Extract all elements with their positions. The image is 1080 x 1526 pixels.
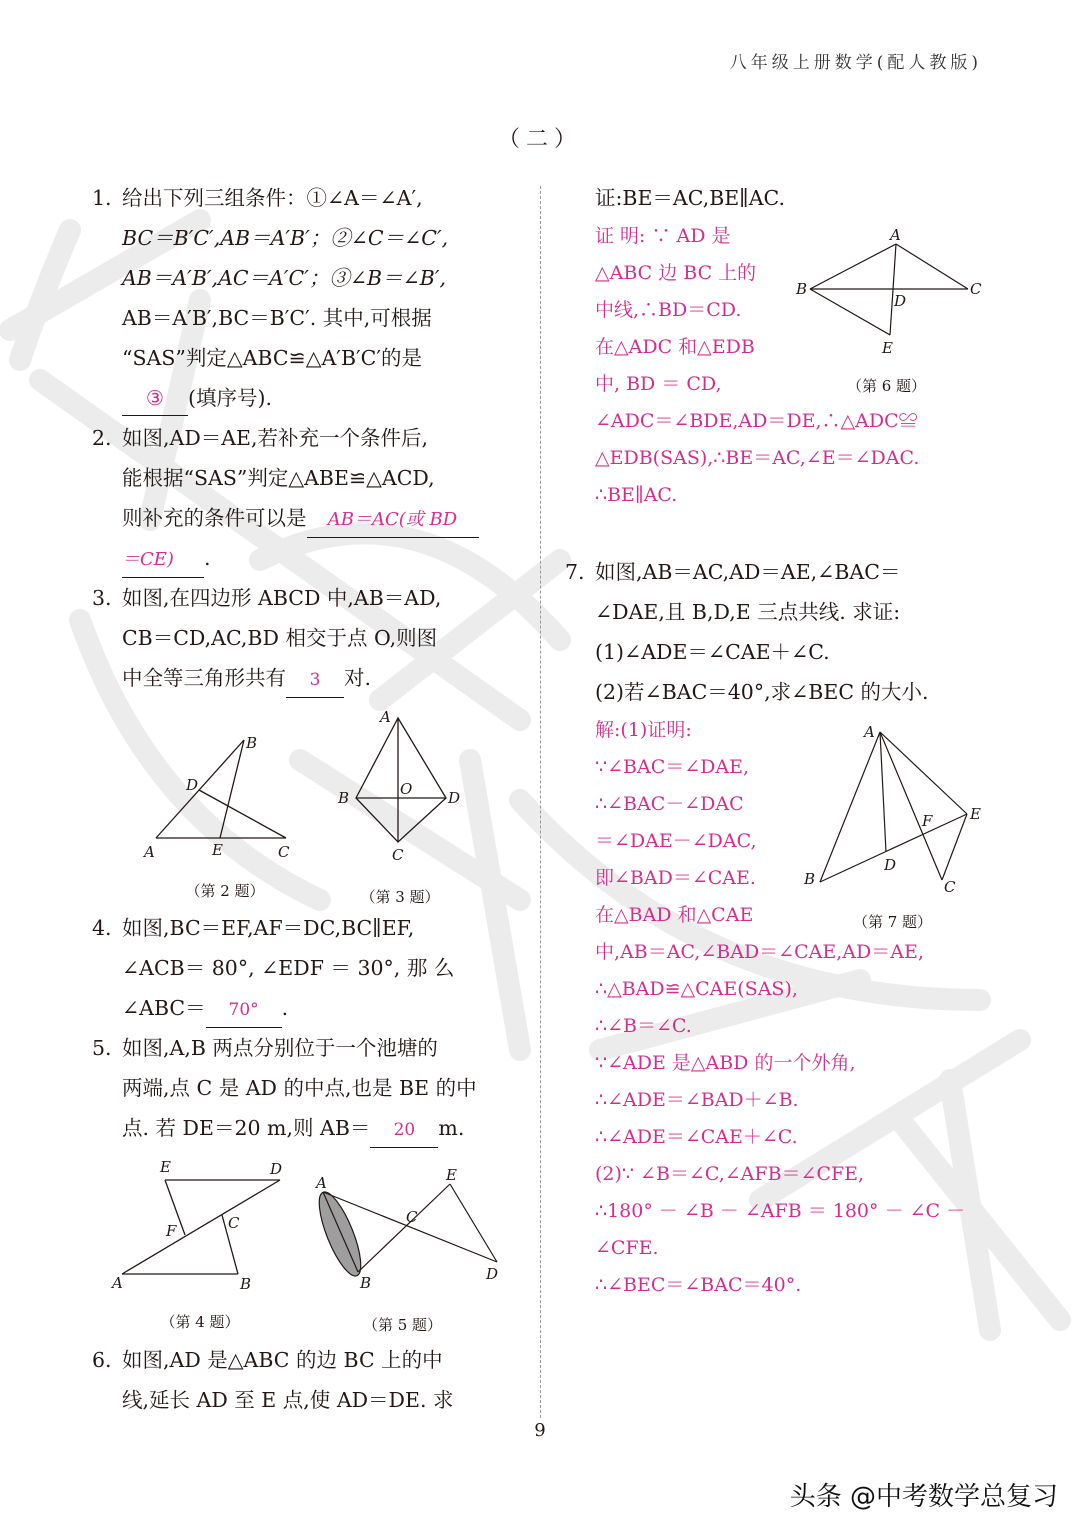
figure-caption: （第 3 题） (360, 888, 440, 906)
solution-line: ∴∠B＝∠C. (595, 1015, 692, 1037)
question-text-line: CB＝CD,AC,BD 相交于点 O,则图 (122, 626, 438, 650)
svg-text:D: D (486, 1265, 499, 1283)
solution-line: 即∠BAD＝∠CAE. (595, 867, 756, 889)
question-2 (92, 418, 516, 578)
figure-7 (800, 722, 1000, 932)
question-6-solution (565, 218, 775, 403)
solution-line: ∠CFE. (595, 1237, 659, 1259)
svg-text:E: E (212, 841, 223, 859)
question-text-line: (1)∠ADE＝∠CAE＋∠C. (595, 640, 830, 664)
section-title: （二） (497, 127, 582, 152)
solution-line: ∴∠ADE＝∠BAD＋∠B. (595, 1089, 799, 1111)
triangle-diagram (140, 732, 310, 862)
svg-text:B: B (804, 870, 816, 888)
solution-line: ∠ADC＝∠BDE,AD＝DE,∴△ADC≌ (595, 410, 918, 432)
figure-3 (330, 706, 470, 906)
svg-text:A: A (316, 1174, 327, 1192)
solution-line: 证 明: ∵ AD 是 (595, 225, 731, 247)
svg-text:D: D (270, 1160, 283, 1178)
svg-text:B: B (246, 734, 258, 752)
question-number: 3. (92, 586, 112, 610)
solution-line: ∴BE∥AC. (595, 484, 678, 506)
solution-line: ∵∠ADE 是△ABD 的一个外角, (595, 1052, 856, 1074)
question-text-line: 如图,A,B 两点分别位于一个池塘的 (122, 1036, 438, 1060)
svg-text:C: C (392, 846, 404, 864)
left-column-bottom (92, 1340, 516, 1420)
question-7-solution (565, 712, 795, 934)
question-text-line: 线,延长 AD 至 E 点,使 AD＝DE. 求 (122, 1388, 454, 1412)
solution-line: 解:(1)证明: (595, 719, 692, 741)
answer-blank: ＝CE) (122, 543, 204, 578)
svg-text:E: E (160, 1158, 171, 1176)
figure-6 (794, 226, 994, 396)
answer-blank: 3 (286, 663, 344, 698)
solution-line: △EDB(SAS),∴BE＝AC,∠E＝∠DAC. (595, 447, 920, 469)
question-4 (92, 908, 516, 1028)
question-text-line: 点. 若 DE＝20 m,则 AB＝ (122, 1116, 371, 1140)
solution-line: 中,AB＝AC,∠BAD＝∠CAE,AD＝AE, (595, 941, 924, 963)
svg-text:D: D (448, 789, 461, 807)
svg-text:B: B (360, 1274, 372, 1292)
svg-text:A: A (112, 1274, 123, 1292)
figure-caption: （第 4 题） (160, 1313, 240, 1331)
answer-blank: AB＝AC(或 BD (307, 503, 479, 538)
question-number: 5. (92, 1036, 112, 1060)
svg-text:D: D (894, 292, 907, 310)
svg-text:A: A (890, 226, 901, 244)
svg-text:E: E (446, 1166, 457, 1184)
svg-text:C: C (406, 1208, 418, 1226)
figure-4 (110, 1158, 290, 1338)
question-text-line: 则补充的条件可以是 (122, 506, 307, 530)
svg-text:F: F (166, 1222, 177, 1240)
figure-5 (310, 1162, 510, 1342)
question-text-line: BC＝B′C′,AB＝A′B′；②∠C＝∠C′, (122, 226, 449, 250)
question-text-line: 给出下列三组条件：①∠A＝∠A′, (122, 186, 423, 210)
svg-text:A: A (380, 708, 391, 726)
question-text-line: AB＝A′B′,BC＝B′C′. 其中,可根据 (122, 306, 432, 330)
solution-line: 在△BAD 和△CAE (595, 904, 754, 926)
question-text-line: “SAS”判定△ABC≌△A′B′C′的是 (122, 346, 423, 370)
question-text-line: 两端,点 C 是 AD 的中点,也是 BE 的中 (122, 1076, 477, 1100)
svg-text:B: B (796, 280, 808, 298)
question-text-line: ∠ABC＝ (122, 996, 206, 1020)
svg-text:E: E (882, 339, 893, 357)
question-text-line: 中全等三角形共有 (122, 666, 286, 690)
question-suffix: . (204, 546, 211, 570)
left-column (92, 178, 516, 698)
question-7-solution-wide (565, 934, 995, 1304)
question-text-line: 如图,BC＝EF,AF＝DC,BC∥EF, (122, 916, 415, 940)
solution-line: 在△ADC 和△EDB (595, 336, 755, 358)
svg-text:D: D (186, 776, 199, 794)
svg-text:B: B (240, 1275, 252, 1293)
source-label: 头条 @中考数学总复习 (789, 1482, 1058, 1512)
svg-text:O: O (400, 780, 413, 798)
solution-line: ∴△BAD≌△CAE(SAS), (595, 978, 798, 1000)
question-text-line: 如图,AD＝AE,若补充一个条件后, (122, 426, 429, 450)
question-3 (92, 578, 516, 698)
question-number: 4. (92, 916, 112, 940)
congruent-triangles-diagram (800, 722, 1000, 897)
question-text-line: (2)若∠BAC＝40°,求∠BEC 的大小. (595, 680, 929, 704)
svg-text:C: C (970, 280, 982, 298)
figure-caption: （第 5 题） (362, 1316, 443, 1334)
median-extension-diagram (794, 226, 994, 361)
question-text-line: 如图,AD 是△ABC 的边 BC 上的中 (122, 1348, 443, 1372)
svg-text:A: A (144, 843, 155, 861)
pond-diagram (310, 1162, 510, 1292)
question-number: 7. (565, 560, 585, 584)
svg-text:B: B (338, 789, 350, 807)
answer-blank: 70° (206, 993, 282, 1028)
left-column-continued (92, 908, 516, 1148)
question-text-line: ∠DAE,且 B,D,E 三点共线. 求证: (595, 600, 901, 624)
question-text-line: ∠ACB＝ 80°, ∠EDF ＝ 30°, 那 么 (122, 956, 455, 980)
solution-line: (2)∵ ∠B＝∠C,∠AFB＝∠CFE, (595, 1163, 865, 1185)
svg-text:E: E (970, 805, 981, 823)
question-suffix: m. (438, 1116, 465, 1140)
svg-text:D: D (884, 856, 897, 874)
question-suffix: (填序号). (188, 386, 273, 410)
figure-2 (140, 732, 310, 902)
figure-caption: （第 6 题） (846, 377, 927, 395)
solution-line: ∴∠ADE＝∠CAE＋∠C. (595, 1126, 798, 1148)
solution-line: ∴∠BAC－∠DAC (595, 793, 744, 815)
question-text-line: 能根据“SAS”判定△ABE≌△ACD, (122, 466, 435, 490)
svg-text:A: A (864, 723, 875, 741)
question-number: 2. (92, 426, 112, 450)
question-suffix: 对. (344, 666, 372, 690)
solution-line: ∵∠BAC＝∠DAE, (595, 756, 750, 778)
figure-caption: （第 7 题） (852, 913, 933, 931)
question-6 (92, 1340, 516, 1420)
solution-line: ∴180° － ∠B － ∠AFB ＝ 180° － ∠C － (595, 1200, 966, 1222)
solution-line: ∴∠BEC＝∠BAC＝40°. (595, 1274, 802, 1296)
question-suffix: . (281, 996, 289, 1020)
solution-line: 中, BD ＝ CD, (595, 373, 722, 395)
question-number: 6. (92, 1348, 112, 1372)
column-divider (540, 186, 541, 1418)
solution-line: 中线,∴BD＝CD. (595, 299, 742, 321)
quadrilateral-diagram (330, 706, 470, 866)
page-number: 9 (534, 1420, 546, 1441)
solution-line: △ABC 边 BC 上的 (595, 262, 757, 284)
question-text-line: 如图,AB＝AC,AD＝AE,∠BAC＝ (595, 560, 901, 584)
question-6-solution-wide (565, 403, 995, 514)
svg-text:C: C (228, 1214, 240, 1232)
answer-blank: ③ (122, 381, 188, 416)
answer-blank: 20 (370, 1113, 438, 1148)
svg-text:C: C (944, 878, 956, 896)
figure-caption: （第 2 题） (185, 882, 265, 900)
question-text-line: 如图,在四边形 ABCD 中,AB＝AD, (122, 586, 442, 610)
book-title-header: 八年级上册数学(配人教版) (729, 53, 982, 73)
question-5 (92, 1028, 516, 1148)
question-6-continued: 证:BE＝AC,BE∥AC. (595, 186, 785, 210)
question-number: 1. (92, 186, 112, 210)
parallel-lines-diagram (110, 1158, 290, 1293)
question-1 (92, 178, 516, 418)
question-7 (565, 552, 990, 712)
solution-line: ＝∠DAE－∠DAC, (595, 830, 757, 852)
svg-text:C: C (278, 843, 290, 861)
svg-text:F: F (922, 812, 933, 830)
question-text-line: AB＝A′B′,AC＝A′C′；③∠B＝∠B′, (122, 266, 447, 290)
